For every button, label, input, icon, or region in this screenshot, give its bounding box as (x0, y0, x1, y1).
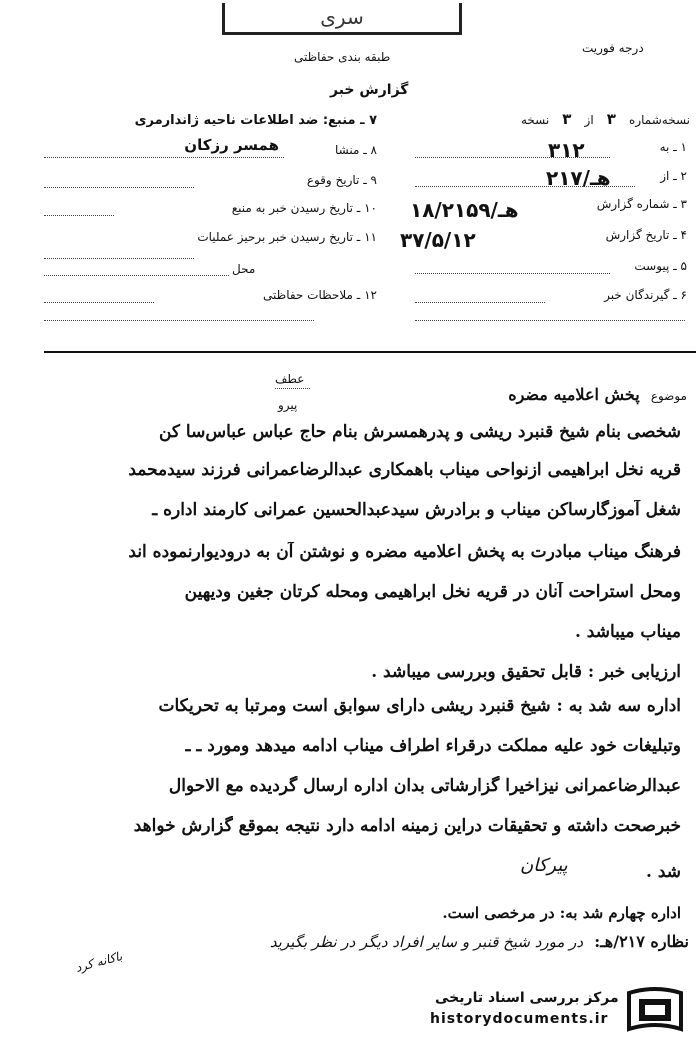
copies-label: نسخه (520, 113, 550, 127)
dept3-line-2: وتبلیغات خود علیه مملکت درقراء اطراف میناب ادامه میدهد ومورد ـ ـ (185, 736, 681, 756)
ref-peyro-label: پیرو (278, 398, 298, 412)
note-prefix: نظاره ۲۱۷/هـ: (594, 932, 689, 951)
body-line-3: شغل آموزگارساکن میناب و برادرش سیدعبدالحسین عمرانی کارمند اداره ـ (152, 500, 681, 520)
ref-atf-label: عطف (275, 372, 305, 386)
note-text: در مورد شیخ قنبر و سایر افراد دیگر در نظر بگیرید (269, 933, 584, 951)
body-line-4: فرهنگ میناب مبادرت به پخش اعلامیه مضره و نوشتن آن به درودیوارنموده اند (128, 542, 681, 562)
body-line-1: شخصی بنام شیخ قنبرد ریشی و پدرهمسرش بنام حاج عباس عباس‌سا کن (158, 422, 681, 442)
header-divider (44, 351, 696, 353)
dept3-line-1: اداره سه شد به : شیخ قنبرد ریشی دارای سوابق است ومرتبا به تحریکات (158, 696, 681, 716)
signature: پیرکان (520, 855, 568, 876)
field-source-receipt-date-label: ۱۰ ـ تاریخ رسیدن خبر به منبع (231, 201, 377, 215)
dept3-line-5: شد . (645, 862, 681, 882)
page-title: گزارش خبر (330, 82, 409, 98)
dept3-line-3: عبدالرضاعمرانی نیزاخیرا گزارشاتی بدان اداره ارسال گردیده مع الاحوال (168, 776, 681, 796)
body-line-5: ومحل استراحت آنان در قریه نخل ابراهیمی ومحله کرتان جغین ودیهین (184, 582, 681, 602)
handwritten-note (270, 932, 689, 951)
subject-value: پخش اعلامیه مضره (508, 385, 640, 404)
watermark-logo-icon (625, 985, 685, 1033)
field-occurrence-date-label: ۹ ـ تاریخ وقوع (306, 173, 377, 187)
field-report-number-label: ۳ ـ شماره گزارش (596, 197, 687, 211)
copy-number-label: نسخه‌شماره (629, 113, 690, 127)
assessment-line: ارزیابی خبر : قابل تحقیق وبررسی میباشد . (371, 662, 681, 682)
field-report-number-value: ۱۸/هـ/۲۱۵۹ (410, 198, 519, 222)
field-to-label: ۱ ـ به (659, 140, 687, 154)
subject (508, 385, 687, 404)
classification-stamp (222, 3, 462, 35)
body-line-2: قریه نخل ابراهیمی ازنواحی میناب باهمکاری عبدالرضاعمرانی فرزند سیدمحمد (128, 460, 681, 480)
field-from-value: ۲۱۷/هـ (546, 166, 611, 190)
field-source-label: ۷ ـ منبع: ضد اطلاعات ناحیه ژاندارمری (134, 113, 377, 128)
field-report-date-label: ۴ ـ تاریخ گزارش (605, 228, 687, 242)
field-report-date-value: ۳۷/۵/۱۲ (400, 228, 476, 252)
dept4-line: اداره چهارم شد به: در مرخصی است. (442, 904, 681, 922)
field-source-value: همسر رزکان (184, 136, 279, 154)
field-operations-receipt-date-label: ۱۱ ـ تاریخ رسیدن خبر برحیز عملیات (197, 230, 377, 244)
priority-label: درجه فوریت (582, 41, 644, 55)
watermark-org: مرکز بررسی اسناد تاریخی (435, 990, 619, 1006)
field-to-value: ۳۱۲ (548, 138, 585, 162)
of-label: از (584, 113, 594, 127)
field-security-notes-label: ۱۲ ـ ملاحظات حفاظتی (263, 288, 377, 302)
stamp-text: سری (320, 5, 364, 29)
classification-label: طبقه بندی حفاظتی (294, 50, 391, 64)
subject-label: موضوع (650, 389, 687, 403)
of-count: ۳ (562, 110, 572, 128)
copy-number: ۳ (606, 110, 616, 128)
watermark-url: historydocuments.ir (430, 1011, 609, 1027)
body-line-6: میناب میباشد . (574, 622, 681, 642)
field-from-label: ۲ ـ از (660, 169, 687, 183)
copy-line (410, 109, 690, 131)
dept3-line-4: خبرصحت داشته و تحقیقات دراین زمینه ادامه دارد نتیجه بموقع گزارش خواهد (133, 816, 681, 836)
left-margin-note: باکانه کرد (73, 949, 124, 975)
field-recipients-label: ۶ ـ گیرندگان خبر (604, 288, 687, 302)
field-location-label: محل (232, 262, 256, 276)
field-origin-label: ۸ ـ منشا (334, 143, 377, 157)
field-attachment-label: ۵ ـ پیوست (634, 259, 687, 273)
